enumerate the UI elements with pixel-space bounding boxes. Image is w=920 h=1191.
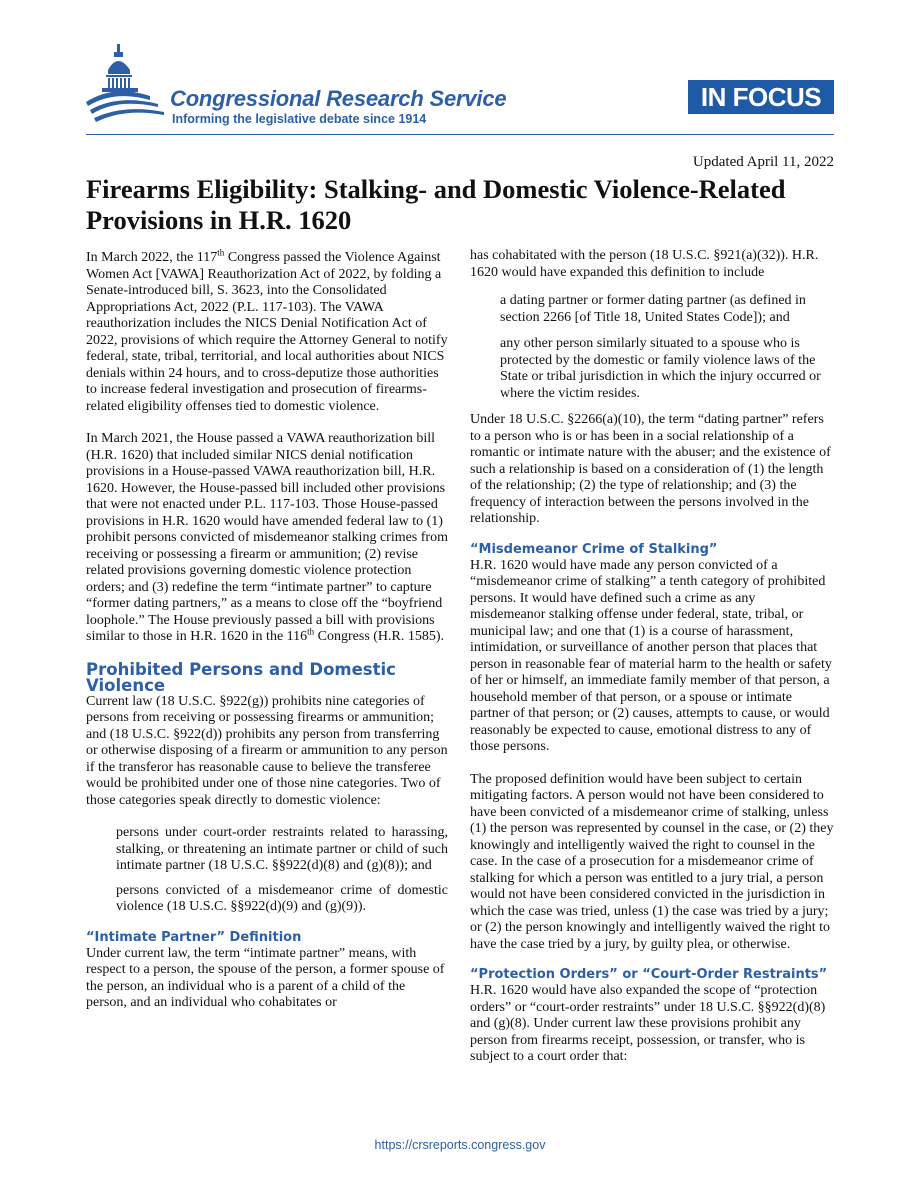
paragraph: H.R. 1620 would have also expanded the scope of “protection orders” or “court-order restraints” under 18 U.S.C. §§922(d)(8) and (g)(8). Under current law these provisions prohibit any person from firearms receipt, possession, or transfer, who is subject to a court order that:: [470, 983, 826, 1064]
crs-logo: [84, 40, 507, 130]
paragraph: The proposed definition would have been subject to certain mitigating factors. A person would not have been considered to have been convicted of a misdemeanor crime of stalking, unless (1) the person was represented by counsel in the case, or (2) they knowingly and intelligently waived the right to counsel in the case. In the case of a prosecution for a misdemeanor crime of stalking for which a person was entitled to a jury trial, a person would not have been considered convicted in the jurisdiction in which the case was tried, unless (1) the case was tried by a jury; or (2) the person knowingly and intelligently waived the right to have the case tried by a jury, by guilty plea, or otherwise.: [470, 771, 834, 952]
page-title: Firearms Eligibility: Stalking- and Domestic Violence-Related Provisions in H.R. 1620: [86, 174, 786, 235]
paragraph: Under 18 U.S.C. §2266(a)(10), the term “dating partner” refers to a person who is or has been in a social relationship of a romantic or intimate nature with the abuser; and the existence of such a relationship is based on a consideration of (1) the length of the relationship; (2) the type of relationship; and (3) the frequency of interaction between the persons involved in the relationship.: [470, 412, 831, 526]
text-run: Congress passed the Violence Against Women Act [VAWA] Reauthorization Act of 2022, by folding a Senate-introduced bill, S. 3623, into the Consolidated Appropriations Act, 2022 (P.L. 117-103). The VAWA reauthorization includes the NICS Denial Notification Act of 2022, provisions of which require the Attorney General to notify federal, state, tribal, territorial, and local authorities about NICS denials within 24 hours, and to cross-deputize those authorities to increase federal investigation and prosecution of firearms-related eligibility offenses tied to domestic violence.: [86, 250, 448, 414]
block-quote: a dating partner or former dating partner (as defined in section 2266 [of Title 18, United States Code]); and: [500, 293, 806, 325]
superscript: th: [307, 626, 315, 637]
paragraph: H.R. 1620 would have made any person convicted of a “misdemeanor crime of stalking” a tenth category of prohibited persons. It would have defined such a crime as any misdemeanor stalking offense under federal, state, tribal, or municipal law; and one that (1) is a course of harassment, intimidation, or surveillance of another person that places that person in reasonable fear of material harm to the health or safety of her or himself, an immediate family member of that person, a household member of that person, or a spouse or intimate partner of that person; or (2) causes, attempts to cause, or would reasonably be expected to cause, emotional distress to any of those persons.: [470, 557, 832, 754]
header-divider: [86, 134, 834, 135]
capitol-dome-icon: [84, 40, 170, 130]
text-run: Congress (H.R. 1585).: [314, 629, 445, 644]
block-quote: persons convicted of a misdemeanor crime of domestic violence (18 U.S.C. §§922(d)(9) and (g)(9)).: [116, 882, 448, 914]
paragraph: [86, 431, 448, 646]
subsection-heading: “Intimate Partner” Definition: [86, 929, 302, 945]
org-name: Congressional Research Service: [170, 86, 507, 111]
block-quote: any other person similarly situated to a spouse who is protected by the domestic or family violence laws of the State or tribal jurisdiction in which the injury occurred or where the victim resides.: [500, 336, 821, 401]
paragraph: Under current law, the term “intimate partner” means, with respect to a person, the spouse of the person, a former spouse of the person, an individual who is a parent of a child of the person, and an individual who cohabitates or: [86, 945, 445, 1010]
text-run: In March 2021, the House passed a VAWA reauthorization bill (H.R. 1620) that included similar NICS denial notification provisions in a House-passed VAWA reauthorization bill, H.R. 1620. However, the House-passed bill included other provisions that were not enacted under P.L. 117-103. Those House-passed provisions in H.R. 1620 would have amended federal law to (1) prohibit persons convicted of misdemeanor stalking crimes from receiving or possessing a firearm or ammunition; (2) revise related provisions governing domestic violence protection orders; and (3) redefine the term “intimate partner” to capture “former dating partners,” as a means to close off the “boyfriend loophole.” The House previously passed a bill with provisions similar to those in H.R. 1620 in the 116: [86, 431, 448, 644]
superscript: th: [217, 247, 225, 258]
section-heading: Prohibited Persons and Domestic Violence: [86, 659, 396, 695]
footer-url[interactable]: https://crsreports.congress.gov: [374, 1138, 546, 1152]
org-tagline: Informing the legislative debate since 1914: [172, 112, 427, 126]
subsection-heading: “Protection Orders” or “Court-Order Restraints”: [470, 967, 828, 982]
paragraph: [86, 247, 448, 415]
paragraph: Current law (18 U.S.C. §922(g)) prohibits nine categories of persons from receiving or possessing firearms or ammunition; and (18 U.S.C. §922(d)) prohibits any person from transferring or otherwise disposing of a firearm or ammunition to any person if the transferor has reasonable cause to believe the transferee would be prohibited under one of those nine categories. Two of those categories speak directly to domestic violence:: [86, 693, 448, 808]
updated-date: Updated April 11, 2022: [692, 154, 834, 170]
text-run: In March 2022, the 117: [86, 250, 218, 265]
block-quote: persons under court-order restraints related to harassing, stalking, or threatening an intimate partner or child of such intimate partner (18 U.S.C. §§922(d)(8) and (g)(8)); and: [116, 825, 448, 873]
paragraph: has cohabitated with the person (18 U.S.C. §921(a)(32)). H.R. 1620 would have expanded this definition to include: [470, 248, 819, 280]
left-column: [86, 247, 448, 1028]
in-focus-badge: IN FOCUS: [688, 80, 834, 114]
subsection-heading: “Misdemeanor Crime of Stalking”: [470, 541, 718, 557]
right-column: [470, 248, 834, 1082]
